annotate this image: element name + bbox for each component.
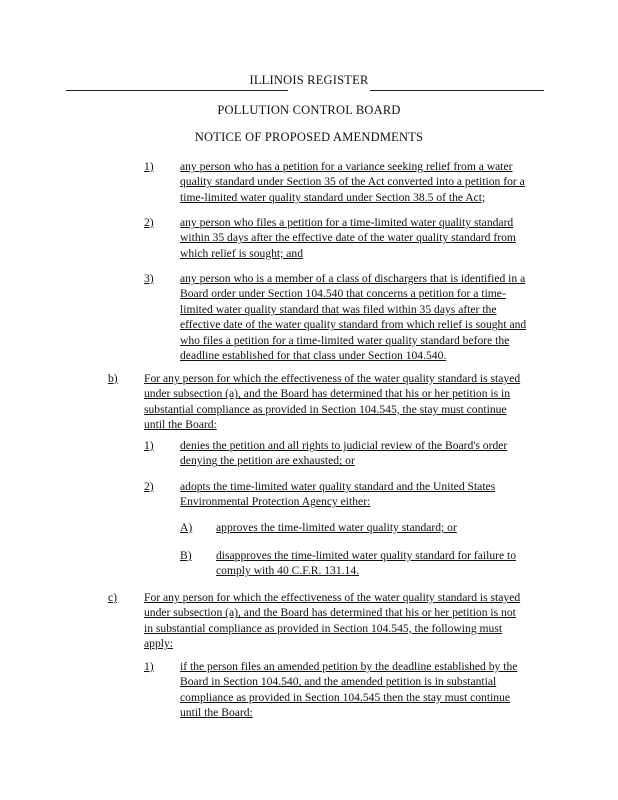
- item-line: until the Board:: [144, 418, 217, 432]
- register-title: ILLINOIS REGISTER: [249, 73, 369, 87]
- item-line: disapproves the time-limited water quality standard for failure to: [216, 549, 517, 562]
- item-line: until the Board:: [180, 706, 253, 720]
- item-line: any person who has a petition for a variance seeking relief from a water: [180, 160, 513, 173]
- item-line: within 35 days after the effective date of the water quality standard from: [180, 231, 516, 245]
- item-marker: 2): [144, 480, 154, 493]
- item-line: any person who is a member of a class of dischargers that is identified in a: [180, 272, 526, 285]
- item-line: in substantial compliance as provided in Section 104.545, the following must: [144, 621, 503, 635]
- header-rule-right: [370, 90, 544, 91]
- item-line: effective date of the water quality standard from which relief is sought and: [180, 318, 527, 332]
- item-marker: c): [108, 591, 118, 604]
- item-marker: 2): [144, 216, 154, 229]
- item-line: which relief is sought; and: [180, 246, 303, 260]
- item-marker: b): [108, 372, 118, 385]
- item-marker: 1): [144, 439, 154, 452]
- item-line: apply:: [144, 637, 173, 651]
- item-line: under subsection (a), and the Board has determined that his or her petition is in: [144, 387, 511, 401]
- item-line: under subsection (a), and the Board has determined that his or her petition is not: [144, 606, 516, 620]
- item-line: if the person files an amended petition by the deadline established by the: [180, 660, 518, 673]
- item-line: Board order under Section 104.540 that concerns a petition for a time-: [180, 287, 506, 301]
- item-line: any person who files a petition for a time-limited water quality standard: [180, 216, 514, 229]
- item-line: For any person for which the effectiveness of the water quality standard is stayed: [144, 591, 521, 604]
- item-marker: 1): [144, 660, 154, 673]
- notice-title: NOTICE OF PROPOSED AMENDMENTS: [194, 130, 424, 144]
- item-line: comply with 40 C.F.R. 131.14.: [216, 564, 360, 578]
- item-line: compliance as provided in Section 104.545 then the stay must continue: [180, 690, 511, 704]
- item-line: denying the petition are exhausted; or: [180, 454, 355, 468]
- item-line: Environmental Protection Agency either:: [180, 495, 371, 509]
- item-line: quality standard under Section 35 of the Act converted into a petition for a: [180, 175, 525, 189]
- item-line: time-limited water quality standard under Section 38.5 of the Act;: [180, 190, 486, 204]
- item-marker: A): [180, 521, 193, 534]
- item-line: limited water quality standard that was filed within 35 days after the: [180, 302, 497, 316]
- item-line: substantial compliance as provided in Section 104.545, the stay must continue: [144, 402, 507, 416]
- item-line: Board in Section 104.540, and the amended petition is in substantial: [180, 675, 497, 689]
- item-line: approves the time-limited water quality standard; or: [216, 521, 457, 534]
- item-line: deadline established for that class under Section 104.540.: [180, 349, 447, 362]
- item-line: For any person for which the effectiveness of the water quality standard is stayed: [144, 372, 521, 385]
- item-marker: 3): [144, 272, 154, 285]
- item-marker: B): [180, 549, 192, 562]
- item-line: adopts the time-limited water quality standard and the United States: [180, 480, 496, 493]
- item-line: who files a petition for a time-limited water quality standard before the: [180, 333, 510, 347]
- header-rule-left: [66, 90, 288, 91]
- board-name: POLLUTION CONTROL BOARD: [217, 103, 401, 117]
- item-marker: 1): [144, 160, 154, 173]
- item-line: denies the petition and all rights to judicial review of the Board's order: [180, 439, 508, 452]
